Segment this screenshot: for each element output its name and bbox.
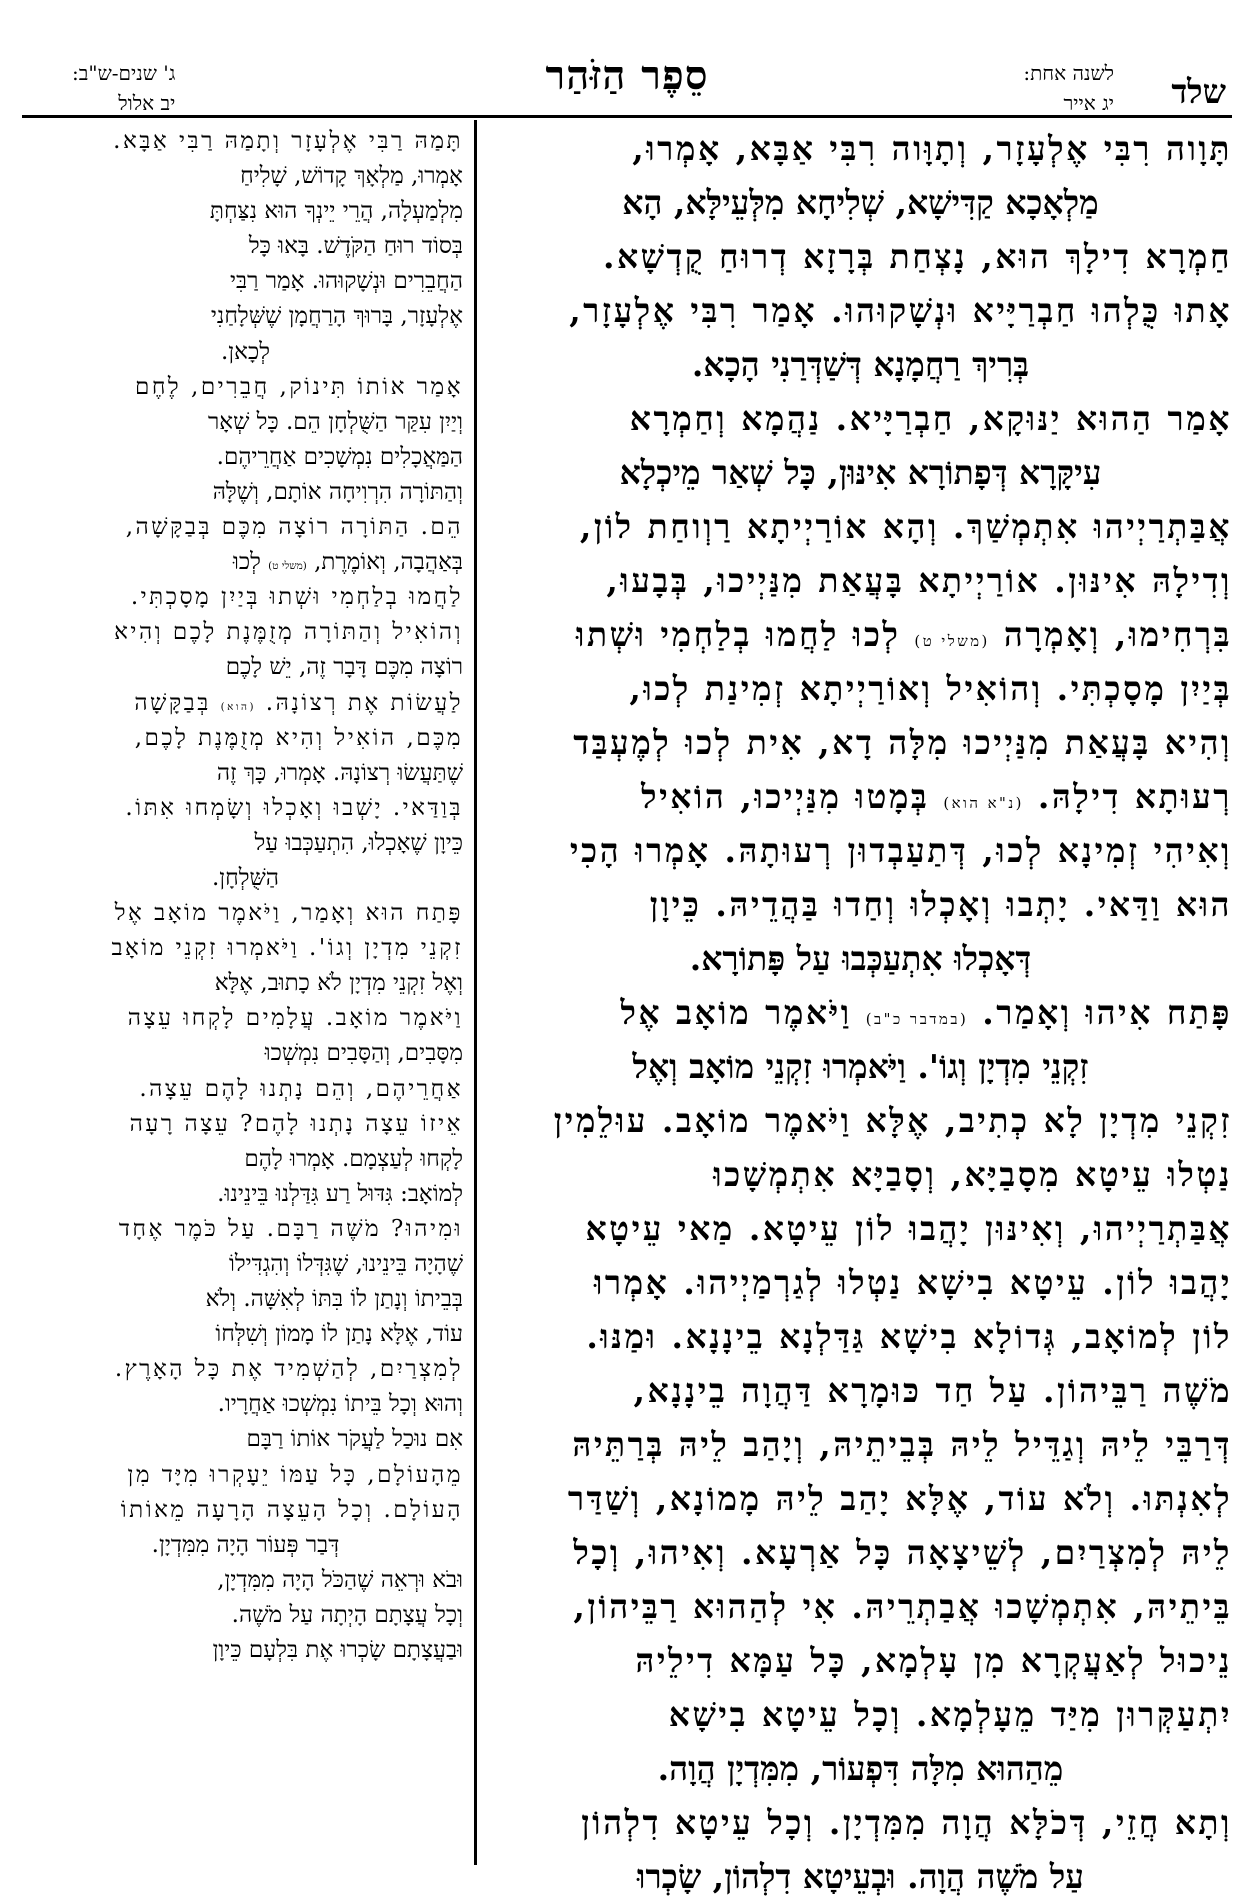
header-left-info — [72, 58, 175, 118]
main-line: עִיקָּרָא דְּפָתוֹרָא אִינּוּן, כָּל שְׁאַר מֵיכְלָא — [619, 453, 1102, 492]
main-line: מֹשֶׁה רַבֵּיהוֹן. עַל חַד כּוּמָרָא דַּהֲוָה בֵינָנָא, — [633, 1371, 1232, 1410]
main-line — [489, 986, 1232, 1040]
main-line: דְּאָכְלוּ אִתְעַכְּבוּ עַל פָּתוֹרָא. — [689, 939, 1032, 978]
page — [22, 0, 1232, 1896]
side-line: אָמְרוּ, מַלְאָךְ קָדוֹשׁ, שָׁלִיחַ — [240, 163, 463, 190]
main-line: וְהִיא בָּעֲאַת מִנַּיְיכוּ מִלָּה דָא, אִית לְכוּ לְמֶעְבַּד — [573, 723, 1232, 762]
side-line: וְכָל עֲצָתָם הָיְתָה עַל מֹשֶׁה. — [231, 1601, 463, 1628]
side-line: לַחֲמוּ בְלַחְמִי וּשְׁתוּ בְּיַיִן מָסָכְתִּי. — [130, 584, 463, 611]
side-line: אִם נוּכַל לַעֲקֹר אוֹתוֹ רַבָּם — [246, 1426, 463, 1453]
main-line: תָּוָוה רִבִּי אֶלְעָזָר, וְתָוָּוה רִבִּי אַבָּא, אָמְרוּ, — [632, 129, 1232, 168]
side-line-text: לַעֲשׂוֹת אֶת רְצוֹנָהּ. — [256, 689, 463, 716]
main-line: עַל מֹשֶׁה הֲוָה. וּבְעֵיטָא דִלְהוֹן, שָׂכְרוּ — [637, 1857, 1084, 1896]
verse-reference: (משלי ט) — [268, 560, 307, 573]
side-line: וְיַיִן עִקַּר הַשֻּׁלְחָן הֵם. כָּל שְׁאָר — [207, 408, 463, 435]
header-left-line-1: ג' שנים-ש"ב: — [72, 61, 176, 85]
side-line: וּבֹא וּרְאֵה שֶׁהַכֹּל הָיָה מִמִּדְיָן, — [217, 1566, 463, 1593]
side-line: לְמִצְרַיִם, לְהַשְׁמִיד אֶת כָּל הָאָרֶץ. — [114, 1356, 463, 1383]
main-line: מַלְאָכָא קַדִּישָׁא, שְׁלִיחָא מִלְּעֵילָּא, הָא — [622, 183, 1099, 222]
side-line: אֵיזוֹ עֵצָה נָתְנוּ לָהֶם? עֵצָה רָעָה — [129, 1110, 463, 1137]
side-line: מִלְמַעְלָה, הֲרֵי יֵינְךָ הוּא נִצַּחְתָּ — [209, 198, 463, 225]
main-line: לְאִנְתּוּ. וְלֹא עוֹד, אֶלָּא יָהַב לֵיהּ מָמוֹנָא, וְשַׁדַּר — [567, 1479, 1232, 1518]
main-line: אֲבַּתְרַיְיהוּ אִתְמְשַׁךְ. וְהָא אוֹרַיְיתָא רַוְוחַת לוֹן, — [579, 507, 1232, 546]
main-line-text: פָּתַח אִיהוּ וְאָמַר. — [968, 993, 1232, 1032]
side-line: שֶׁהָיָה בֵּינֵינוּ, שֶׁגִּדְּלוֹ וְהִגְדִּילוֹ — [228, 1251, 463, 1277]
main-line: לֵיהּ לְמִצְרַיִם, לְשֵׁיצָאָה כָּל אַרְעָא. וְאִיהוּ, וְכָל — [573, 1533, 1232, 1572]
side-line: כֵּיוָן שֶׁאָכְלוּ, הִתְעַכְּבוּ עַל — [254, 829, 463, 856]
main-line: אֲבַּתְרַיְיהוּ, וְאִינּוּן יָהֲבוּ לוֹן עֵיטָא. מַאי עֵיטָא — [585, 1209, 1232, 1248]
verse-reference: (הוא) — [220, 700, 256, 713]
main-line-text: לְכוּ לַחֲמוּ בְלַחְמִי וּשְׁתוּ — [576, 615, 915, 654]
verse-reference: (משלי ט) — [914, 632, 990, 650]
main-line: אָתוּ כֻּלְהוּ חַבְרַיָּיא וּנְשָׁקוּהוּ. אָמַר רִבִּי אֶלְעָזָר, — [569, 291, 1232, 330]
side-column-hebrew — [28, 124, 463, 1668]
side-line: וַיֹּאמֶר מוֹאָב. עֲלָמִים לָקְחוּ עֵצָה — [127, 1005, 463, 1032]
side-line: בְּבֵיתוֹ וְנָתַן לוֹ בִּתּוֹ לְאִשָּׁה. וְלֹא — [205, 1286, 463, 1313]
column-divider — [474, 120, 477, 1865]
verse-reference: (נ"א הוא) — [943, 794, 1024, 812]
main-line-text: וַיֹּאמֶר מוֹאָב אֶל — [620, 993, 866, 1032]
side-line: תָּמַהּ רַבִּי אֶלְעָזָר וְתָמַהּ רַבִּי אַבָּא. — [113, 128, 463, 154]
main-line: יִתְעַקְּרוּן מִיַּד מֵעָלְמָא. וְכָל עֵיטָא בִישָׁא — [668, 1695, 1232, 1734]
side-line: דְּבַר פְּעוֹר הָיָה מִמִּדְיָן. — [151, 1531, 340, 1558]
main-line: בְּיַיִן מָסָכְתִּי. וְהוֹאִיל וְאוֹרַיְיתָא זְמִינַת לְכוּ, — [629, 669, 1232, 708]
main-line: נֵיכוּל לְאַעֲקְרָא מִן עָלְמָא, כָּל עַמָּא דִילֵיהּ — [635, 1641, 1232, 1680]
side-line: לְכָאן. — [221, 338, 270, 365]
page-header — [22, 52, 1232, 122]
main-line — [489, 770, 1232, 824]
side-line: מֵהָעוֹלָם, כָּל עַמּוֹ יֵעָקְרוּ מִיָּד מִן — [127, 1461, 463, 1488]
side-line: אַחֲרֵיהֶם, וְהֵם נָתְנוּ לָהֶם עֵצָה. — [139, 1075, 463, 1102]
main-line — [489, 608, 1232, 662]
side-line: שֶׁתַּעֲשׂוּ רְצוֹנָהּ. אָמְרוּ, כָּךְ זֶה — [216, 759, 463, 786]
side-line: וְהוֹאִיל וְהַתּוֹרָה מְזֻמֶּנֶת לָכֶם וְהִיא — [114, 619, 463, 646]
side-line: בְּוַדַּאי. יָשְׁבוּ וְאָכְלוּ וְשָׂמְחוּ אִתּוֹ. — [125, 794, 463, 821]
main-line: בְּרִיךְ רַחֲמָנָא דְּשַׁדְּרַנִי הָכָא. — [691, 345, 1030, 384]
main-line: וְדִילָהּ אִינּוּן. אוֹרַיְיתָא בָּעֲאַת מִנַּיְיכוּ, בְּבָעוּ, — [606, 561, 1232, 600]
main-line-text: בִּרְחִימוּ, וְאָמְרָה — [989, 615, 1232, 654]
side-line: רוֹצָה מִכֶּם דָּבָר זֶה, יֵשׁ לָכֶם — [225, 654, 463, 681]
main-line: זִקְנֵי מִדְיָן וְגוֹ'. וַיֹּאמְרוּ זִקְנֵי מוֹאָב וְאֶל — [632, 1047, 1089, 1086]
side-line: הַמַּאֲכָלִים נִמְשָׁכִים אַחֲרֵיהֶם. — [216, 443, 463, 470]
side-line-text: בְּאַהֲבָה, וְאוֹמֶרֶת, — [306, 549, 463, 576]
header-left-line-2: יב אלול — [118, 91, 176, 115]
side-line: וְהַתּוֹרָה הִרְוִיחָה אוֹתָם, וְשֶׁלָּהּ — [212, 478, 463, 505]
side-line-text: לְכוּ — [232, 549, 269, 576]
side-line: וְהוּא וְכָל בֵּיתוֹ נִמְשְׁכוּ אַחֲרָיו. — [217, 1391, 463, 1418]
main-line: וְתָא חֲזֵי, דְּכֹלָּא הֲוָה מִמִּדְיָן. וְכָל עֵיטָא דִלְהוֹן — [581, 1803, 1232, 1842]
side-line: הָעוֹלָם. וְכָל הָעֵצָה הָרָעָה מֵאוֹתוֹ — [120, 1496, 463, 1523]
main-line: מֵהַהוּא מִלָּה דִּפְעוֹר, מִמִּדְיָן הֲוָה. — [657, 1749, 1064, 1788]
header-right-line-2: יג אייר — [1063, 91, 1114, 115]
main-line: בֵּיתֵיהּ, אִתְמְשָׁכוּ אֲבַתְרֵיהּ. אִי לְהַהוּא רַבֵּיהוֹן, — [573, 1587, 1232, 1626]
main-line: הוּא וַדַּאי. יָתְבוּ וְאָכְלוּ וְחַדוּ בַּהֲדֵיהּ. כֵּיוָן — [649, 885, 1232, 924]
main-line: חַמְרָא דִילָךְ הוּא, נָצְחַת בְּרָזָא דְרוּחַ קֻדְשָׁא. — [602, 237, 1232, 276]
side-line: אֶלְעָזָר, בָּרוּךְ הָרַחֲמָן שֶׁשְּׁלָחַנִי — [210, 303, 463, 330]
side-line: מִסָּבִים, וְהַסָּבִים נִמְשְׁכוּ — [264, 1040, 463, 1067]
side-line: זִקְנֵי מִדְיָן וְגוֹ'. וַיֹּאמְרוּ זִקְנֵי מוֹאָב — [111, 935, 463, 962]
header-right-line-1: לשנה אחת: — [1023, 61, 1114, 85]
main-line-text: רְעוּתָא דִילָהּ. — [1023, 777, 1232, 816]
main-line: יָהֲבוּ לוֹן. עֵיטָא בִישָׁא נַטְלוּ לְגַרְמַיְיהוּ. אָמְרוּ — [593, 1263, 1232, 1302]
side-line: לָקְחוּ לְעַצְמָם. אָמְרוּ לָהֶם — [244, 1145, 463, 1172]
side-line: מִכֶּם, הוֹאִיל וְהִיא מְזֻמֶּנֶת לָכֶם, — [134, 724, 463, 751]
main-line: נַטְלוּ עֵיטָא מִסָבַיָּא, וְסָבַיָּא אִתְמְשָׁכוּ — [713, 1155, 1232, 1194]
main-line: לוֹן לְמוֹאָב, גְּדוֹלָא בִישָׁא גַּדַּלְנָא בֵינָנָא. וּמַנּוּ. — [586, 1317, 1232, 1356]
side-line: פָּתַח הוּא וְאָמַר, וַיֹּאמֶר מוֹאָב אֶל — [114, 900, 463, 927]
page-number: שלד — [1171, 72, 1226, 111]
side-line: וְאֶל זִקְנֵי מִדְיָן לֹא כָתוּב, אֶלָּא — [214, 970, 463, 997]
main-line: זִקְנֵי מִדְיָן לָא כְתִיב, אֶלָּא וַיֹּאמֶר מוֹאָב. עוּלֵמִין — [553, 1101, 1232, 1140]
side-line: לְמוֹאָב: גִּדּוּל רַע גִּדַּלְנוּ בֵּינֵינוּ. — [217, 1180, 463, 1207]
side-line-text: בְּבַקָּשָׁה — [134, 689, 221, 716]
book-title: סֵפֶר הַזֹּהַר — [545, 52, 709, 99]
side-line: הֵם. הַתּוֹרָה רוֹצָה מִכֶּם בְּבַקָּשָׁה, — [125, 514, 463, 541]
side-line — [28, 686, 463, 721]
side-line: הַשֻּׁלְחָן. — [211, 864, 280, 891]
main-column-aramaic — [489, 122, 1232, 1904]
main-line: דְּרַבֵּי לֵיהּ וְגַדֵּיל לֵיהּ בְּבֵיתֵיהּ, וְיָהַב לֵיהּ בְּרַתֵּיהּ — [572, 1425, 1232, 1464]
side-line: אָמַר אוֹתוֹ תִּינוֹק, חֲבֵרִים, לֶחֶם — [134, 373, 463, 400]
verse-reference: (במדבר כ"ב) — [865, 1010, 969, 1028]
side-line — [28, 545, 463, 580]
main-line: אָמַר הַהוּא יַנּוּקָא, חַבְרַיָּיא. נַהֲמָא וְחַמְרָא — [629, 399, 1232, 438]
header-rule — [22, 115, 1232, 118]
side-line: וּבַעֲצָתָם שָׂכְרוּ אֶת בִּלְעָם כֵּיוָן — [212, 1637, 463, 1664]
main-line: וְאִיהִי זְמִינָא לְכוּ, דְּתַעַבְדוּן רְעוּתָהּ. אָמְרוּ הָכִי — [569, 831, 1232, 870]
side-line: וּמִיהוּ? מֹשֶׁה רַבָּם. עַל כֹּמֶר אֶחָד — [118, 1215, 463, 1242]
side-line: הַחֲבֵרִים וּנְשָׁקוּהוּ. אָמַר רַבִּי — [230, 268, 463, 295]
side-line: בְּסוֹד רוּחַ הַקֹּדֶשׁ. בָּאוּ כָּל — [248, 233, 463, 260]
side-line: עוֹד, אֶלָּא נָתַן לוֹ מָמוֹן וְשִׁלְּחוֹ — [215, 1321, 463, 1348]
main-line-text: בְּמָטוּ מִנַּיְיכוּ, הוֹאִיל — [641, 777, 944, 816]
